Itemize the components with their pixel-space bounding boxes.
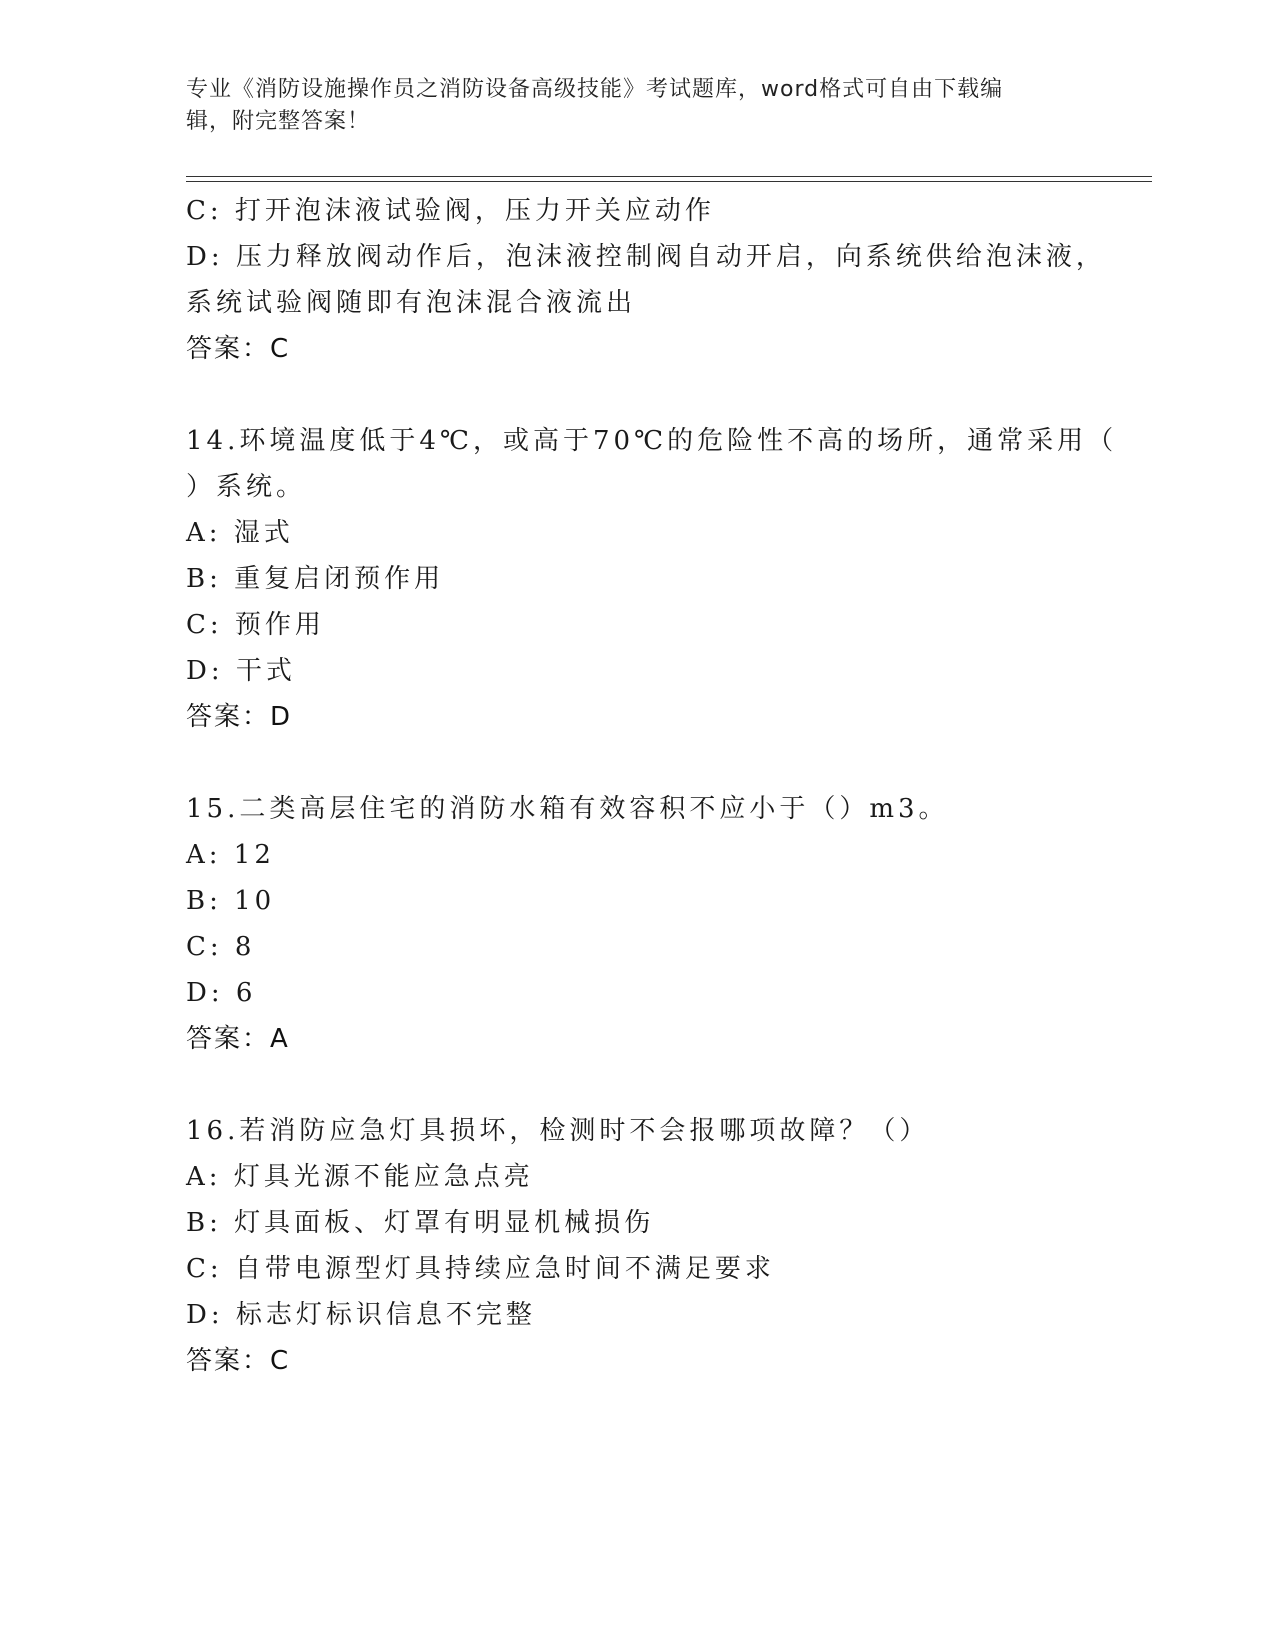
spacer: [186, 1062, 1086, 1108]
document-header: [186, 74, 1066, 138]
q14-stem-line-1: 14.环境温度低于4℃，或高于70℃的危险性不高的场所，通常采用（: [186, 426, 1118, 456]
q14-option-c: C: 预作用: [186, 610, 325, 640]
q14-option-b: B: 重复启闭预作用: [186, 564, 445, 594]
q14-stem-line-2: ）系统。: [186, 472, 307, 502]
q15-option-b: B: 10: [186, 886, 276, 916]
q16-stem: 16.若消防应急灯具损坏，检测时不会报哪项故障？（）: [186, 1116, 930, 1146]
q14-option-d: D: 干式: [186, 656, 296, 686]
q15-option-a: A: 12: [186, 840, 275, 870]
q13-option-c: C: 打开泡沫液试验阀，压力开关应动作: [186, 196, 715, 226]
q14-option-a: A: 湿式: [186, 518, 294, 548]
question-16: [186, 1108, 1086, 1384]
spacer: [186, 740, 1086, 786]
question-14: [186, 418, 1118, 740]
q13-option-d-line-2: 系统试验阀随即有泡沫混合液流出: [186, 288, 637, 318]
question-15: [186, 786, 1086, 1062]
q16-option-b: B: 灯具面板、灯罩有明显机械损伤: [186, 1208, 655, 1238]
header-line-2: 辑，附完整答案！: [186, 109, 371, 134]
q16-option-a: A: 灯具光源不能应急点亮: [186, 1162, 534, 1192]
q15-answer: 答案：A: [186, 1024, 290, 1054]
q13-answer: 答案：C: [186, 334, 291, 364]
q13-option-d-line-1: D: 压力释放阀动作后，泡沫液控制阀自动开启，向系统供给泡沫液，: [186, 242, 1106, 272]
q15-option-d: D: 6: [186, 978, 257, 1008]
q15-option-c: C: 8: [186, 932, 256, 962]
question-content: [186, 188, 1118, 1384]
q14-answer: 答案：D: [186, 702, 293, 732]
q15-stem: 15.二类高层住宅的消防水箱有效容积不应小于（）m3。: [186, 794, 949, 824]
q16-option-c: C: 自带电源型灯具持续应急时间不满足要求: [186, 1254, 775, 1284]
header-line-1: 专业《消防设施操作员之消防设备高级技能》考试题库，word格式可自由下载编: [186, 77, 1004, 102]
spacer: [186, 372, 1086, 418]
q16-answer: 答案：C: [186, 1346, 291, 1376]
header-rule-top: [186, 176, 1152, 177]
question-13-tail: [186, 188, 1106, 372]
q16-option-d: D: 标志灯标识信息不完整: [186, 1300, 536, 1330]
header-rule-bottom: [186, 181, 1152, 182]
